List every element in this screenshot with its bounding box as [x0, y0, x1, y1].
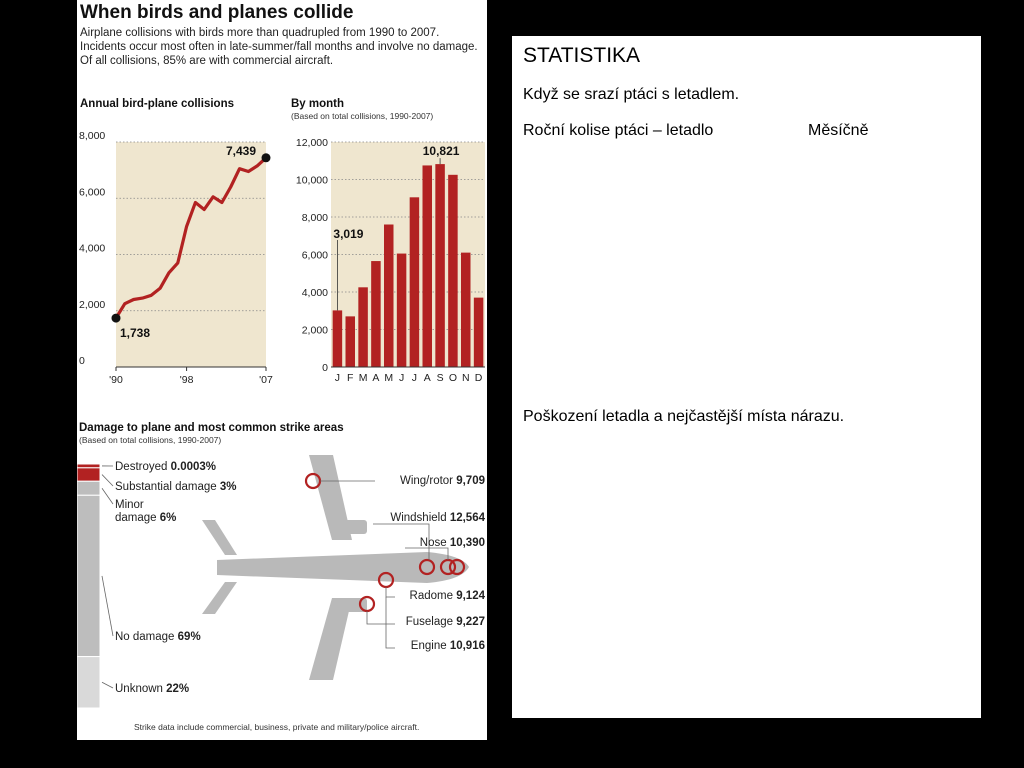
slide-line-1: Když se srazí ptáci s letadlem. [523, 86, 740, 103]
strike-area-value: 9,124 [456, 590, 485, 602]
month-x-tick-label: M [384, 372, 394, 384]
month-y-tick-label: 4,000 [301, 287, 328, 299]
month-x-tick-label: O [448, 372, 458, 384]
damage-segment [77, 464, 100, 468]
damage-value: 3% [219, 481, 237, 493]
annual-y-tick-label: 2,000 [79, 298, 106, 311]
annual-y-tick-label: 4,000 [79, 242, 106, 255]
month-bar [410, 197, 419, 367]
month-x-tick-label: A [423, 372, 431, 384]
month-bar [423, 165, 432, 367]
month-bar [397, 254, 406, 367]
month-x-tick-label: J [411, 372, 418, 384]
slide-line-2b: Měsíčně [808, 122, 869, 139]
damage-section-note: (Based on total collisions, 1990-2007) [79, 435, 222, 445]
airplane-upper-tail [202, 520, 237, 555]
month-x-tick-label: F [347, 372, 354, 384]
annual-x-tick-label: '90 [109, 374, 123, 386]
annual-y-tick-label: 6,000 [79, 186, 106, 199]
month-y-tick-label: 0 [322, 362, 328, 374]
month-sep-label: 10,821 [422, 144, 460, 158]
infographic-intro: Airplane collisions with birds more than quadrupled from 1990 to 2007. Incidents occur most often in late-summer/fall months and involve no damage. Of all collisions, 85% are with commercial aircraft. [80, 27, 478, 67]
strike-area-value: 10,390 [449, 537, 485, 549]
month-chart-title: By month [291, 98, 345, 110]
month-bar [358, 287, 367, 367]
damage-label: Unknown 22% [115, 683, 190, 695]
damage-value: 22% [166, 683, 190, 695]
annual-end-label: 7,439 [225, 143, 256, 158]
damage-leader [102, 488, 113, 504]
month-x-tick-label: A [372, 372, 380, 384]
annual-y-tick-label: 0 [79, 355, 85, 367]
damage-label: Minor [115, 499, 144, 511]
damage-label: No damage 69% [115, 631, 201, 643]
annual-start-point [112, 314, 121, 323]
strike-area-label: Radome 9,124 [409, 590, 485, 602]
damage-segment [77, 657, 100, 708]
slide-line-3: Poškození letadla a nejčastější místa nárazu. [523, 408, 845, 425]
footnote: Strike data include commercial, business, private and military/police aircraft. [134, 722, 420, 732]
damage-segment [77, 468, 100, 481]
month-x-tick-label: J [334, 372, 341, 384]
annual-chart-title: Annual bird-plane collisions [80, 98, 234, 110]
strike-area-value: 12,564 [449, 512, 485, 524]
strike-area-label: Fuselage 9,227 [405, 616, 485, 628]
strike-area-label: Nose 10,390 [419, 537, 485, 549]
annual-x-tick-label: '07 [259, 374, 273, 386]
month-x-tick-label: N [461, 372, 470, 384]
annual-y-tick-label: 8,000 [79, 130, 106, 142]
damage-label: Substantial damage 3% [115, 481, 237, 493]
month-bar [461, 253, 470, 367]
month-y-tick-label: 8,000 [301, 212, 328, 224]
strike-area-value: 10,916 [449, 640, 485, 652]
month-chart-note: (Based on total collisions, 1990-2007) [291, 111, 434, 121]
month-y-tick-label: 12,000 [295, 137, 328, 149]
month-bar [346, 316, 355, 367]
strike-leader [386, 597, 395, 648]
airplane-upper-engine [343, 520, 367, 534]
month-jan-label: 3,019 [333, 227, 364, 241]
damage-value: 6% [159, 512, 177, 524]
damage-label: damage 6% [115, 512, 177, 524]
damage-value: 69% [177, 631, 201, 643]
strike-area-label: Windshield 12,564 [390, 512, 485, 524]
month-y-tick-label: 2,000 [301, 324, 328, 337]
month-x-tick-label: D [474, 372, 483, 384]
month-bar [384, 225, 393, 368]
damage-leader [102, 576, 113, 636]
damage-label: Destroyed 0.0003% [115, 461, 217, 473]
month-bar [474, 298, 483, 367]
airplane-lower-tail [202, 582, 237, 614]
month-x-tick-label: M [358, 372, 368, 384]
slide-line-2a: Roční kolise ptáci – letadlo [523, 122, 714, 139]
infographic-title: When birds and planes collide [80, 2, 354, 23]
strike-area-label: Wing/rotor 9,709 [399, 475, 485, 487]
strike-area-value: 9,227 [456, 616, 485, 628]
strike-area-value: 9,709 [456, 475, 485, 487]
strike-area-label: Engine 10,916 [410, 640, 485, 652]
damage-leader [102, 682, 113, 688]
damage-value: 0.0003% [170, 461, 217, 473]
annual-end-point [262, 153, 271, 162]
month-x-tick-label: J [398, 372, 405, 384]
slide-heading: STATISTIKA [523, 44, 641, 67]
infographic-panel [77, 0, 487, 740]
slide-notes-panel [512, 36, 981, 718]
month-y-tick-label: 10,000 [295, 174, 328, 187]
month-x-tick-label: S [436, 372, 444, 384]
strike-leader [367, 611, 395, 624]
damage-leader [102, 475, 113, 486]
strike-leader [386, 587, 395, 597]
annual-x-tick-label: '98 [179, 374, 194, 386]
damage-section-title: Damage to plane and most common strike areas [79, 422, 344, 434]
month-bar [371, 261, 380, 367]
damage-segment [77, 481, 100, 495]
damage-segment [77, 495, 100, 656]
month-bar [448, 175, 457, 367]
month-bar [333, 310, 342, 367]
annual-start-label: 1,738 [120, 326, 151, 341]
airplane-fuselage [217, 552, 469, 583]
month-bar [435, 164, 444, 367]
month-y-tick-label: 6,000 [301, 249, 328, 262]
